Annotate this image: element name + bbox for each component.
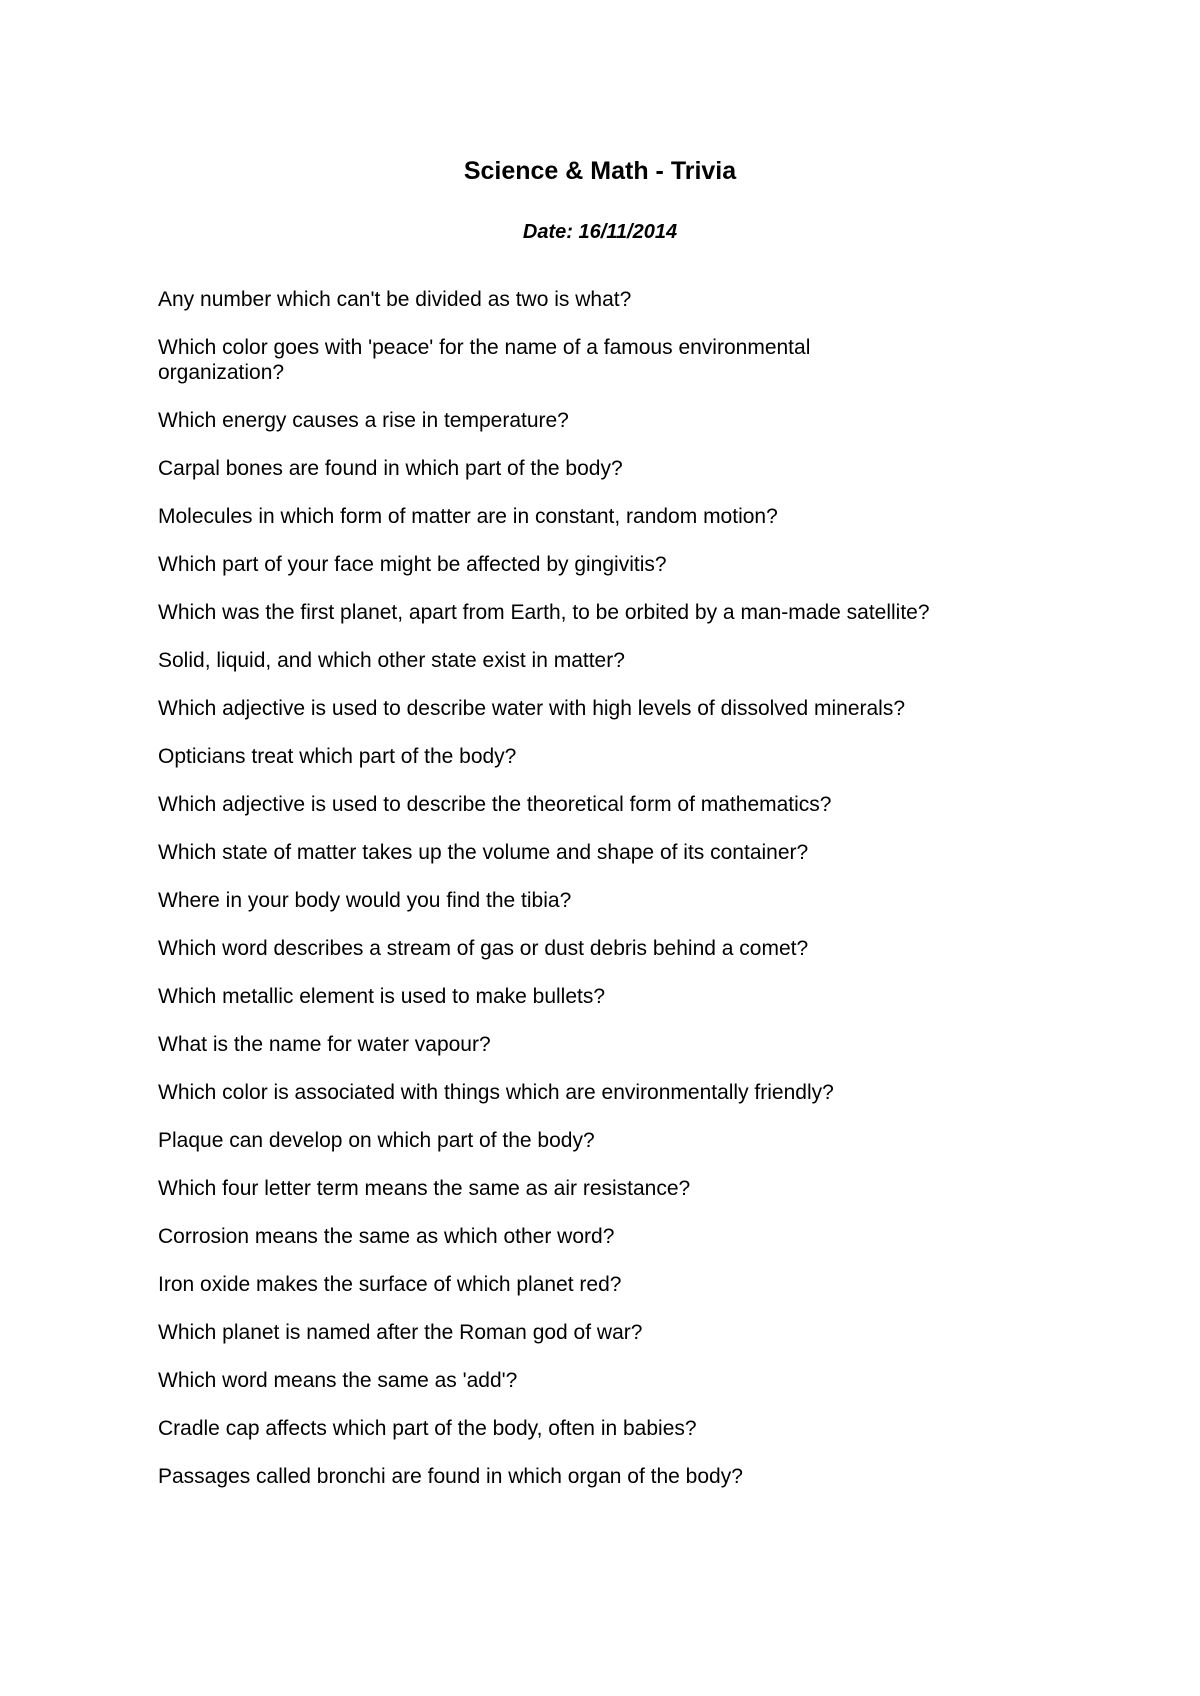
question-item: Which metallic element is used to make bullets? xyxy=(158,985,606,1008)
question-item: Passages called bronchi are found in which organ of the body? xyxy=(158,1465,743,1488)
question-item: Carpal bones are found in which part of the body? xyxy=(158,457,623,480)
question-item: Which color goes with 'peace' for the name of a famous environmental organization? xyxy=(158,336,811,384)
question-item: Which adjective is used to describe the theoretical form of mathematics? xyxy=(158,793,832,816)
question-item: Which part of your face might be affected by gingivitis? xyxy=(158,553,667,576)
question-item: Which planet is named after the Roman god of war? xyxy=(158,1321,643,1344)
question-item: Which was the first planet, apart from Earth, to be orbited by a man-made satellite? xyxy=(158,601,930,624)
question-item: Corrosion means the same as which other word? xyxy=(158,1225,615,1248)
document-date: Date: 16/11/2014 xyxy=(522,221,678,243)
question-list xyxy=(158,287,1078,1489)
question-item: Any number which can't be divided as two is what? xyxy=(158,288,632,311)
question-item: Which four letter term means the same as air resistance? xyxy=(158,1177,691,1200)
question-item: Which adjective is used to describe water with high levels of dissolved minerals? xyxy=(158,697,906,720)
question-item: What is the name for water vapour? xyxy=(158,1033,491,1056)
question-item: Which energy causes a rise in temperature? xyxy=(158,409,569,432)
question-item: Cradle cap affects which part of the body, often in babies? xyxy=(158,1417,697,1440)
question-item: Molecules in which form of matter are in constant, random motion? xyxy=(158,505,778,528)
question-item: Solid, liquid, and which other state exist in matter? xyxy=(158,649,625,672)
question-item: Opticians treat which part of the body? xyxy=(158,745,517,768)
question-item: Which state of matter takes up the volume and shape of its container? xyxy=(158,841,809,864)
question-item: Which word means the same as 'add'? xyxy=(158,1369,518,1392)
page-title: Science & Math - Trivia xyxy=(463,157,737,185)
question-item: Plaque can develop on which part of the body? xyxy=(158,1129,595,1152)
question-item: Iron oxide makes the surface of which planet red? xyxy=(158,1273,622,1296)
question-item: Where in your body would you find the tibia? xyxy=(158,889,572,912)
question-item: Which color is associated with things which are environmentally friendly? xyxy=(158,1081,834,1104)
question-item: Which word describes a stream of gas or dust debris behind a comet? xyxy=(158,937,809,960)
